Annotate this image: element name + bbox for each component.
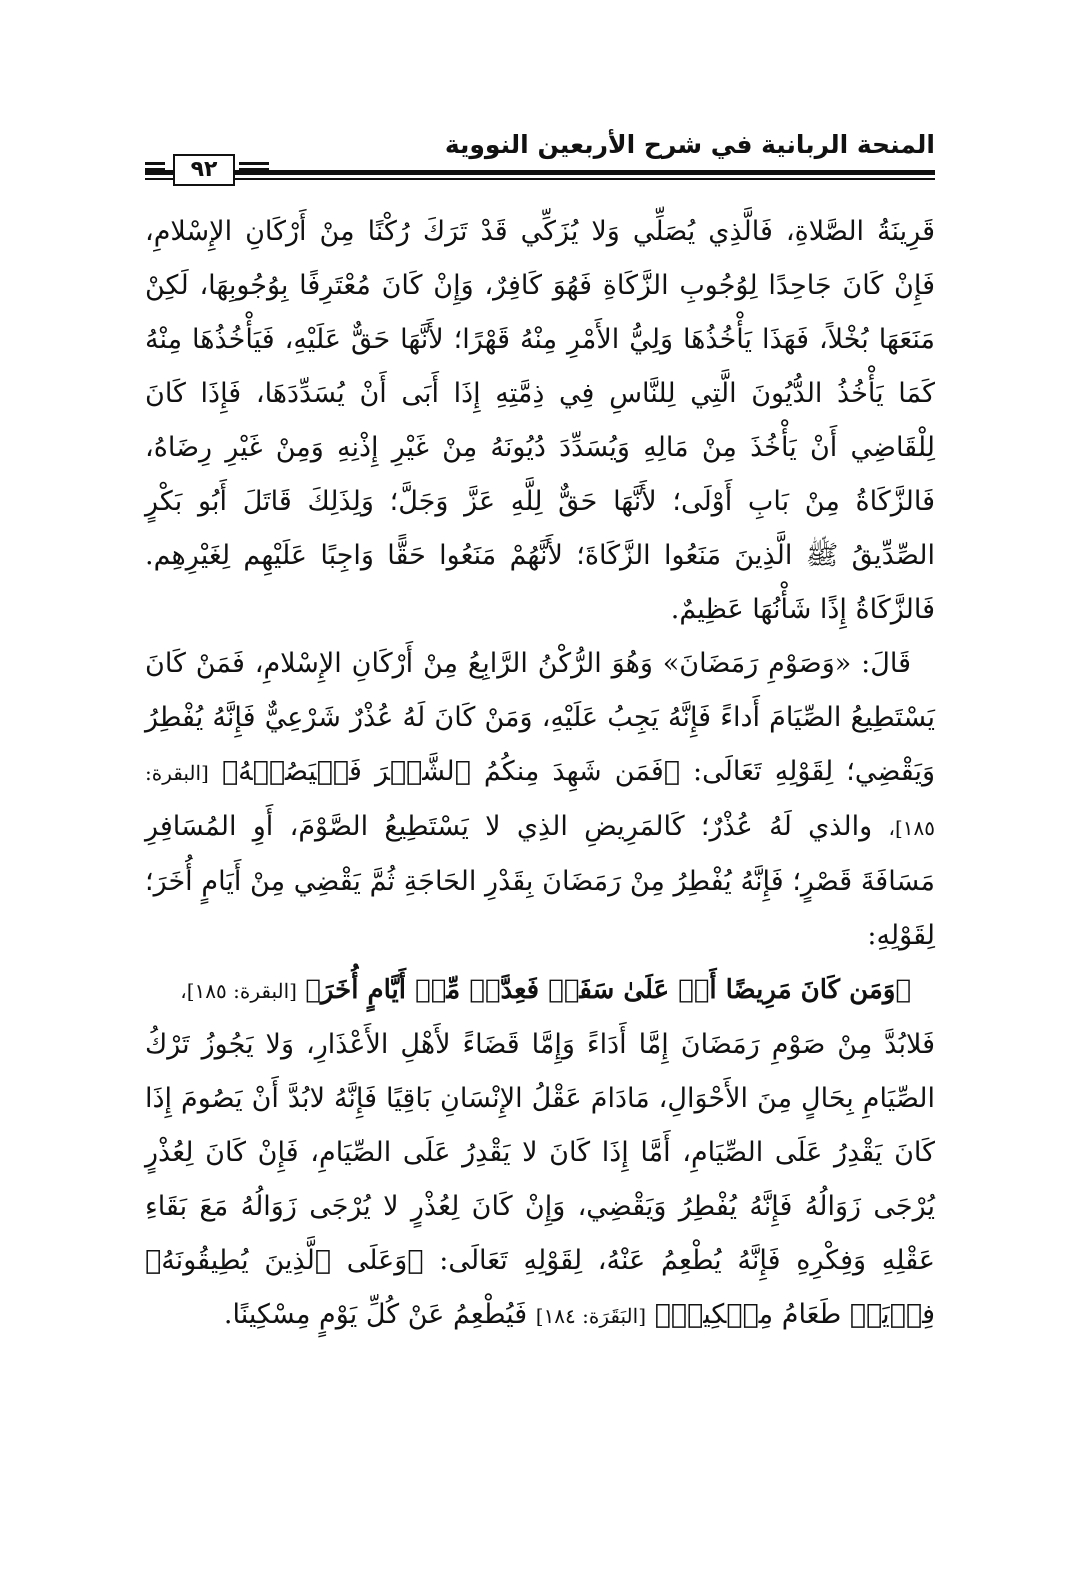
header-ornament-left-bottom bbox=[145, 168, 165, 171]
page-header bbox=[145, 128, 935, 186]
quran-reference-184: [البَقَرَة: ١٨٤] bbox=[535, 1304, 647, 1328]
paragraph-sawm-continued: والذي لَهُ عُذْرٌ؛ كَالمَرِيضِ الذِي لا يَسْتَطِيعُ الصَّوْمَ، أَوِ المُسَافِرِ مَسَافَةَ قَصْرٍ؛ فَإِنَّهُ يُفْطِرُ مِنْ رَمَضَانَ بِقَدْرِ الحَاجَةِ ثُمَّ يَقْضِي مِنْ أَيَامٍ أُخَرَ؛ لِقَوْلِهِ: bbox=[145, 811, 935, 951]
quran-verse-reference: [البقرة: ١٨٥]، bbox=[180, 979, 297, 1003]
page-number: ٩٢ bbox=[173, 154, 235, 186]
paragraph-qada bbox=[145, 1018, 935, 1343]
paragraph-qada-text: فَلابُدَّ مِنْ صَوْمِ رَمَضَانَ إِمَّا أَدَاءً وَإِمَّا قَضَاءً لأَهْلِ الأَعْذَارِ، وَلا يَجُوزُ تَرْكُ الصِّيَامِ بِحَالٍ مِنَ الأَحْوَالِ، مَادَامَ عَقْلُ الإِنْسَانِ بَاقِيًا فَإِنَّهُ لابُدَّ أَنْ يَصُومَ إِذَا كَانَ يَقْدِرُ عَلَى الصِّيَامِ، أَمَّا إِذَا كَانَ لا يَقْدِرُ عَلَى الصِّيَامِ، فَإِنْ كَانَ لِعُذْرٍ يُرْجَى زَوَالُهُ فَإِنَّهُ يُفْطِرُ وَيَقْضِي، وَإِنْ كَانَ لِعُذْرٍ لا يُرْجَى زَوَالُهُ مَعَ بَقَاءِ عَقْلِهِ وَفِكْرِهِ فَإِنَّهُ يُطْعِمُ عَنْهُ، لِقَوْلِهِ تَعَالَى: ﴿وَعَلَى ٱلَّذِينَ يُطِيقُونَهُۥ فِدۡيَةٞ طَعَامُ مِسۡكِينٖ﴾ bbox=[145, 1029, 935, 1330]
verse-line bbox=[145, 963, 935, 1018]
paragraph-qada-end: فَيُطْعِمُ عَنْ كُلِّ يَوْمٍ مِسْكِينًا. bbox=[223, 1299, 528, 1330]
header-rule-thin bbox=[145, 178, 935, 180]
header-ornament-right-bottom bbox=[239, 168, 269, 171]
paragraph-zakat-text: قَرِينَةُ الصَّلاةِ، فَالَّذِي يُصَلِّي وَلا يُزَكِّي قَدْ تَرَكَ رُكْنًا مِنْ أَرْكَانِ الإِسْلامِ، فَإِنْ كَانَ جَاحِدًا لِوُجُوبِ الزَّكَاةِ فَهُوَ كَافِرٌ، وَإِنْ كَانَ مُعْتَرِفًا بِوُجُوبِهَا، لَكِنْ مَنَعَهَا بُخْلاً، فَهَذَا يَأْخُذُهَا وَلِيُّ الأَمْرِ مِنْهُ قَهْرًا؛ لأَنَّهَا حَقٌّ عَلَيْهِ، فَيَأْخُذُهَا مِنْهُ كَمَا يَأْخُذُ الدُّيُونَ الَّتِي لِلنَّاسِ فِي ذِمَّتِهِ إِذَا أَبَى أَنْ يُسَدِّدَهَا، فَإِذَا كَانَ لِلْقَاضِي أَنْ يَأْخُذَ مِنْ مَالِهِ وَيُسَدِّدَ دُيُونَهُ مِنْ غَيْرِ إِذْنِهِ وَمِنْ غَيْرِ رِضَاهُ، فَالزَّكَاةُ مِنْ بَابِ أَوْلَى؛ لأَنَّهَا حَقٌّ لِلَّهِ عَزَّ وَجَلَّ؛ وَلِذَلِكَ قَاتَلَ أَبُو بَكْرٍ الصِّدِّيقُ ﷺ الَّذِينَ مَنَعُوا الزَّكَاةَ؛ لأَنَّهُمْ مَنَعُوا حَقًّا وَاجِبًا عَلَيْهِم لِغَيْرِهِم. فَالزَّكَاةُ إِذًا شَأْنُهَا عَظِيمٌ. bbox=[145, 216, 935, 625]
paragraph-sawm bbox=[145, 637, 935, 963]
quran-verse: ﴿وَمَن كَانَ مَرِيضًا أَوۡ عَلَىٰ سَفَرٖ فَعِدَّةٞ مِّنۡ أَيَّامٍ أُخَرَ﴾ bbox=[305, 975, 911, 1005]
paragraph-zakat bbox=[145, 205, 935, 637]
header-ornament-left-top bbox=[145, 162, 165, 165]
book-title: المنحة الربانية في شرح الأربعين النووية bbox=[444, 130, 935, 159]
paragraph-sawm-text: قَالَ: «وَصَوْمِ رَمَضَانَ» وَهُوَ الرُّكْنُ الرَّابِعُ مِنْ أَرْكَانِ الإِسْلامِ، فَمَنْ كَانَ يَسْتَطِيعُ الصِّيَامَ أَداءً فَإِنَّهُ يَجِبُ عَلَيْهِ، وَمَنْ كَانَ لَهُ عُذْرٌ شَرْعِيٌّ فَإِنَّهُ يُفْطِرُ وَيَقْضِي؛ لِقَوْلِهِ تَعَالَى: ﴿فَمَن شَهِدَ مِنكُمُ ٱلشَّهۡرَ فَلۡيَصُمۡهُ﴾ bbox=[145, 648, 935, 787]
quran-reference: [البقرة: ١٨٥]، bbox=[145, 761, 935, 840]
page-body bbox=[145, 205, 935, 1343]
header-ornament-right-top bbox=[239, 162, 269, 165]
